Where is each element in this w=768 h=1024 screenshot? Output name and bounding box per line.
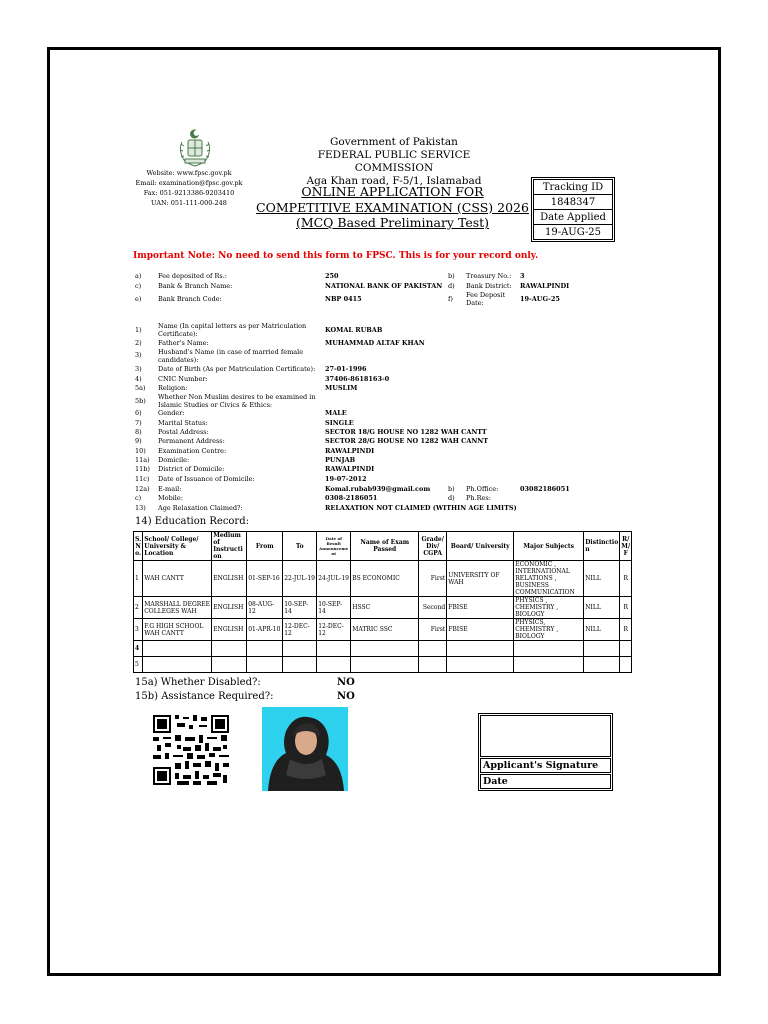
religion-no: 5a) xyxy=(135,384,146,392)
cell-sno: 1 xyxy=(134,561,143,597)
gender-value: MALE xyxy=(325,409,347,417)
applicant-photo xyxy=(262,707,348,791)
centre-label: Examination Centre: xyxy=(158,447,227,455)
education-title: 14) Education Record: xyxy=(135,516,249,527)
gender-label: Gender: xyxy=(158,409,185,417)
name-value: KOMAL RUBAB xyxy=(325,326,383,334)
col-exam: Name of Exam Passed xyxy=(351,532,419,561)
cell-grade: Second xyxy=(419,597,447,619)
assist-value: NO xyxy=(337,691,355,702)
phres-no: d) xyxy=(448,494,455,502)
cell-sno: 4 xyxy=(134,641,143,657)
fee-f-value: 19-AUG-25 xyxy=(520,295,560,303)
cell-distinction: NILL xyxy=(584,597,620,619)
education-header-row xyxy=(134,532,632,561)
fee-d-label: Bank District: xyxy=(466,282,512,290)
signature-area xyxy=(480,715,611,757)
permanent-value: SECTOR 28/G HOUSE NO 1282 WAH CANNT xyxy=(325,437,489,445)
name-no: 1) xyxy=(135,326,142,334)
fee-b-no: b) xyxy=(448,272,455,280)
cell-from: 01-SEP-16 xyxy=(247,561,283,597)
col-to: To xyxy=(283,532,317,561)
domicile-value: PUNJAB xyxy=(325,456,356,464)
date-applied-value: 19-AUG-25 xyxy=(534,225,613,240)
tracking-id-label: Tracking ID xyxy=(534,180,613,195)
gender-no: 6) xyxy=(135,409,142,417)
nonmuslim-label: Whether Non Muslim desires to be examined in Islamic Studies or Civics & Ethics: xyxy=(158,393,316,409)
header-line-1: Government of Pakistan xyxy=(330,136,458,148)
cell-rmf: R xyxy=(620,597,632,619)
issuance-no: 11c) xyxy=(135,475,150,483)
signature-box xyxy=(478,713,613,791)
district-no: 11b) xyxy=(135,465,150,473)
table-row xyxy=(134,619,632,641)
cnic-value: 37406-8618163-0 xyxy=(325,375,390,383)
cnic-label: CNIC Number: xyxy=(158,375,208,383)
cell-sno: 2 xyxy=(134,597,143,619)
dob-label: Date of Birth (As per Matriculation Certificate): xyxy=(158,365,316,373)
relax-value: RELAXATION NOT CLAIMED (WITHIN AGE LIMITS) xyxy=(325,504,517,512)
religion-label: Religion: xyxy=(158,384,188,392)
phoffice-label: Ph.Office: xyxy=(466,485,499,493)
email-value: Komal.rubab939@gmail.com xyxy=(325,485,431,493)
assist-label: 15b) Assistance Required?: xyxy=(135,691,274,702)
fee-c-label: Bank & Branch Name: xyxy=(158,282,233,290)
fee-f-label: Fee Deposit Date: xyxy=(466,291,506,307)
relax-label: Age Relaxation Claimed?: xyxy=(158,504,243,512)
col-distinction: Distinctio n xyxy=(584,532,620,561)
father-no: 2) xyxy=(135,339,142,347)
cell-medium: ENGLISH xyxy=(212,597,247,619)
tracking-box xyxy=(533,179,613,240)
centre-value: RAWALPINDI xyxy=(325,447,375,455)
email-text: Email: examination@fpsc.gov.pk xyxy=(135,179,243,187)
cell-sno: 3 xyxy=(134,619,143,641)
cell-from: 01-APR-10 xyxy=(247,619,283,641)
cell-rmf: R xyxy=(620,619,632,641)
marital-label: Marital Status: xyxy=(158,419,208,427)
signature-label: Applicant's Signature xyxy=(480,758,611,773)
fee-e-value: NBP 0415 xyxy=(325,295,362,303)
cell-result: 24-JUL-19 xyxy=(317,561,351,597)
cell-board: FBISE xyxy=(447,619,514,641)
cell-to: 10-SEP-14 xyxy=(283,597,317,619)
cell-result: 12-DEC-12 xyxy=(317,619,351,641)
table-row xyxy=(134,597,632,619)
cell-rmf: R xyxy=(620,561,632,597)
cell-grade: First xyxy=(419,561,447,597)
tracking-id-value: 1848347 xyxy=(534,195,613,210)
fee-d-no: d) xyxy=(448,282,455,290)
cnic-no: 4) xyxy=(135,375,142,383)
father-value: MUHAMMAD ALTAF KHAN xyxy=(325,339,425,347)
uan-text: UAN: 051-111-000-248 xyxy=(151,199,227,207)
dob-no: 3) xyxy=(135,365,142,373)
postal-value: SECTOR 18/G HOUSE NO 1282 WAH CANTT xyxy=(325,428,487,436)
postal-no: 8) xyxy=(135,428,142,436)
marital-value: SINGLE xyxy=(325,419,354,427)
phoffice-no: b) xyxy=(448,485,455,493)
religion-value: MUSLIM xyxy=(325,384,358,392)
cell-grade: First xyxy=(419,619,447,641)
cell-result: 10-SEP-14 xyxy=(317,597,351,619)
date-applied-label: Date Applied xyxy=(534,210,613,225)
col-from: From xyxy=(247,532,283,561)
cell-exam: MATRIC SSC xyxy=(351,619,419,641)
district-value: RAWALPINDI xyxy=(325,465,375,473)
husband-no: 3) xyxy=(135,351,142,359)
disabled-value: NO xyxy=(337,677,355,688)
cell-distinction: NILL xyxy=(584,619,620,641)
title-line-1: ONLINE APPLICATION FOR xyxy=(301,184,484,199)
header-line-2: FEDERAL PUBLIC SERVICE COMMISSION xyxy=(317,149,471,174)
fee-c-value: NATIONAL BANK OF PAKISTAN xyxy=(325,282,443,290)
mobile-label: Mobile: xyxy=(158,494,183,502)
col-grade: Grade/ Div/ CGPA xyxy=(419,532,447,561)
col-sno: S. N o. xyxy=(134,532,143,561)
father-label: Father's Name: xyxy=(158,339,209,347)
government-emblem-icon xyxy=(174,128,216,168)
cell-school: MARSHALL DEGREE COLLEGES WAH xyxy=(143,597,212,619)
name-label: Name (In capital letters as per Matriculation Certificate): xyxy=(158,322,307,338)
email-no: 12a) xyxy=(135,485,150,493)
title-line-3: (MCQ Based Preliminary Test) xyxy=(295,215,490,230)
cell-board: FBISE xyxy=(447,597,514,619)
dob-value: 27-01-1996 xyxy=(325,365,367,373)
disabled-label: 15a) Whether Disabled?: xyxy=(135,677,261,688)
cell-to: 12-DEC-12 xyxy=(283,619,317,641)
cell-distinction: NILL xyxy=(584,561,620,597)
fee-f-no: f) xyxy=(448,295,453,303)
cell-school: WAH CANTT xyxy=(143,561,212,597)
permanent-no: 9) xyxy=(135,437,142,445)
fee-a-value: 250 xyxy=(325,272,339,280)
cell-medium: ENGLISH xyxy=(212,561,247,597)
centre-no: 10) xyxy=(135,447,146,455)
domicile-label: Domicile: xyxy=(158,456,190,464)
fee-b-label: Treasury No.: xyxy=(466,272,512,280)
fee-c-no: c) xyxy=(135,282,142,290)
fee-a-no: a) xyxy=(135,272,142,280)
husband-label: Husband's Name (in case of married female candidates): xyxy=(158,348,304,364)
nonmuslim-no: 5b) xyxy=(135,397,146,405)
postal-label: Postal Address: xyxy=(158,428,209,436)
organization-header xyxy=(280,136,508,188)
email-label: E-mail: xyxy=(158,485,182,493)
issuance-value: 19-07-2012 xyxy=(325,475,367,483)
cell-subjects: ECONOMIC , INTERNATIONAL RELATIONS , BUSINESS COMMUNICATION xyxy=(514,561,584,597)
mobile-value: 0308-2186051 xyxy=(325,494,378,502)
phres-label: Ph.Res: xyxy=(466,494,491,502)
fee-b-value: 3 xyxy=(520,272,525,280)
qr-code-icon xyxy=(153,715,229,785)
permanent-label: Permanent Address: xyxy=(158,437,225,445)
cell-medium: ENGLISH xyxy=(212,619,247,641)
fee-e-label: Bank Branch Code: xyxy=(158,295,222,303)
domicile-no: 11a) xyxy=(135,456,150,464)
phoffice-value: 03082186051 xyxy=(520,485,570,493)
website-text: Website: www.fpsc.gov.pk xyxy=(146,169,232,177)
fee-a-label: Fee deposited of Rs.: xyxy=(158,272,227,280)
fee-e-no: e) xyxy=(135,295,142,303)
mobile-no: c) xyxy=(135,494,142,502)
col-board: Board/ University xyxy=(447,532,514,561)
cell-subjects: PHYSICS , CHEMISTRY , BIOLOGY xyxy=(514,597,584,619)
col-medium: Medium of Instructi on xyxy=(212,532,247,561)
issuance-label: Date of Issuance of Domicile: xyxy=(158,475,255,483)
cell-subjects: PHYSICS, CHEMISTRY , BIOLOGY xyxy=(514,619,584,641)
cell-from: 08-AUG-12 xyxy=(247,597,283,619)
cell-school: F.G HIGH SCHOOL WAH CANTT xyxy=(143,619,212,641)
cell-to: 22-JUL-19 xyxy=(283,561,317,597)
cell-sno: 5 xyxy=(134,657,143,673)
important-note: Important Note: No need to send this form to FPSC. This is for your record only. xyxy=(133,251,539,261)
col-subjects: Major Subjects xyxy=(514,532,584,561)
district-label: District of Domicile: xyxy=(158,465,225,473)
table-row xyxy=(134,657,632,673)
signature-date-label: Date xyxy=(480,774,611,789)
table-row xyxy=(134,561,632,597)
cell-exam: HSSC xyxy=(351,597,419,619)
marital-no: 7) xyxy=(135,419,142,427)
contact-info xyxy=(124,168,254,208)
relax-no: 13) xyxy=(135,504,146,512)
education-table xyxy=(133,531,632,673)
title-line-2: COMPETITIVE EXAMINATION (CSS) 2026 xyxy=(256,199,529,215)
cell-exam: BS ECONOMIC xyxy=(351,561,419,597)
header-line-3: Aga Khan road, F-5/1, Islamabad xyxy=(306,175,482,187)
col-school: School/ College/ University & Location xyxy=(143,532,212,561)
person-silhouette-icon xyxy=(262,707,348,791)
fee-d-value: RAWALPINDI xyxy=(520,282,570,290)
col-result: Date of Result Announceme nt xyxy=(317,532,351,561)
form-title xyxy=(255,184,530,231)
cell-board: UNIVERSITY OF WAH xyxy=(447,561,514,597)
fax-text: Fax: 051-9213386-9203410 xyxy=(143,189,235,197)
col-rmf: R/ M/ F xyxy=(620,532,632,561)
table-row xyxy=(134,641,632,657)
